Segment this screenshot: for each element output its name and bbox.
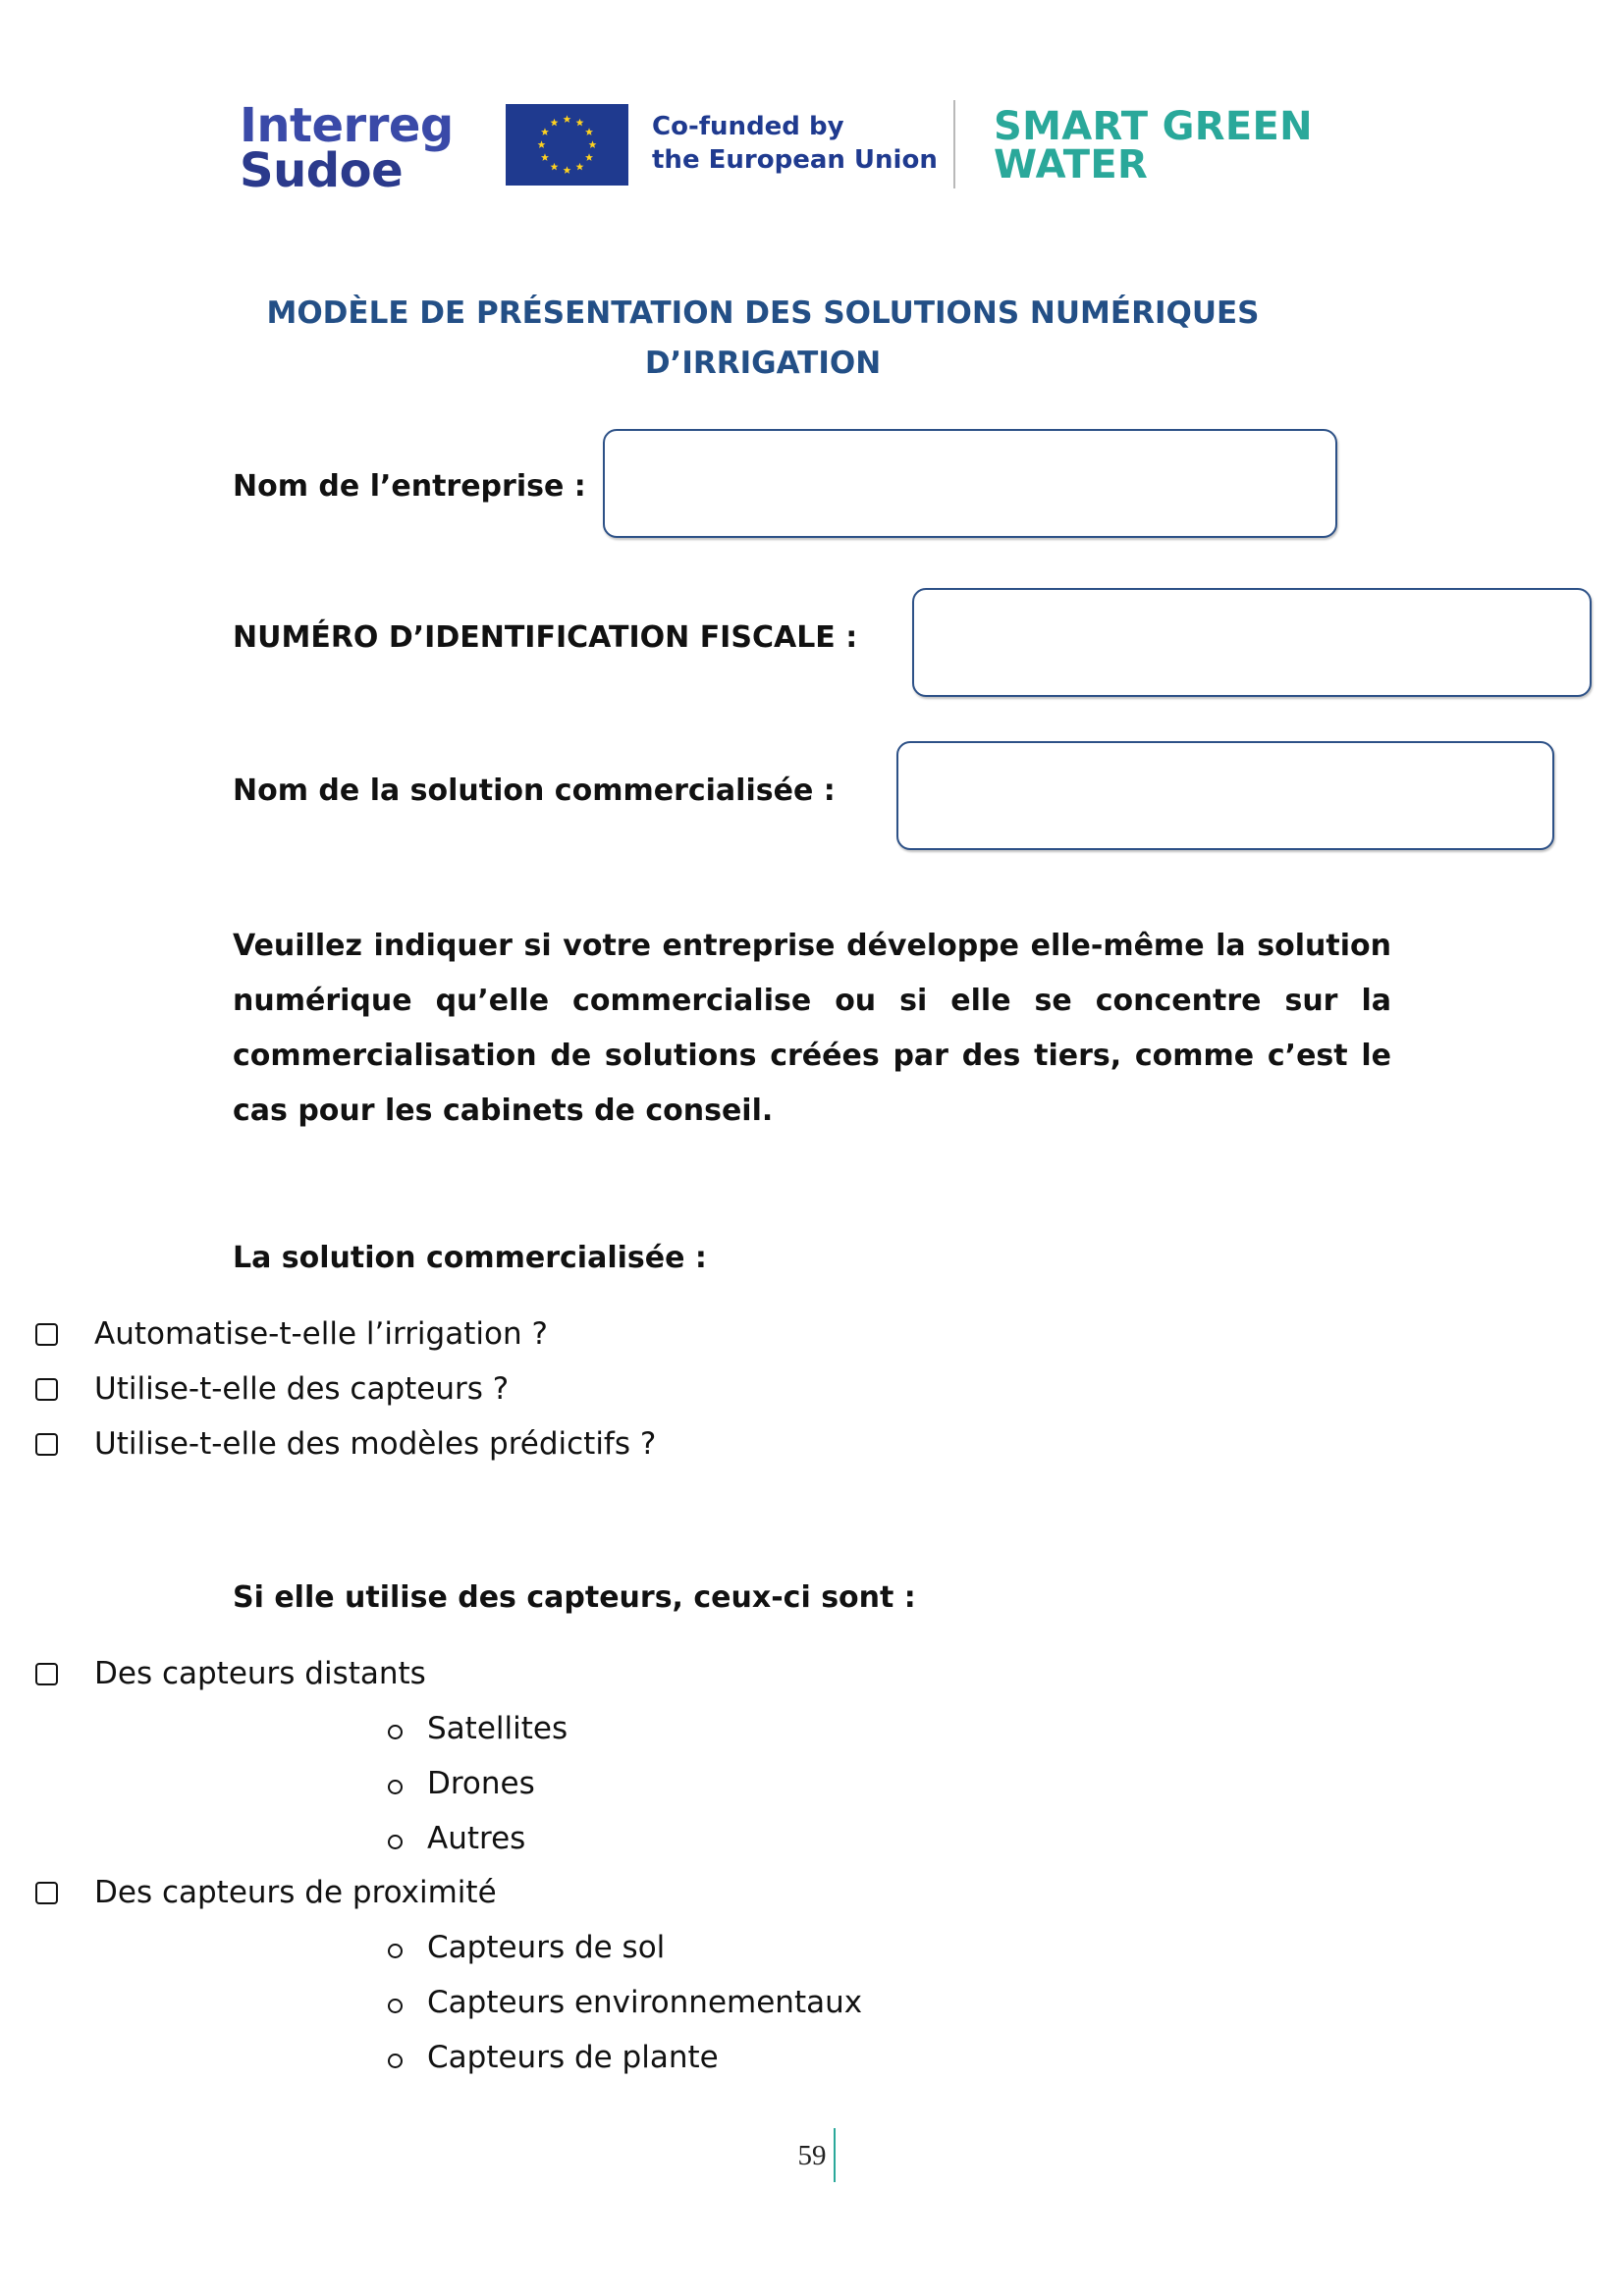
project-name-line1: SMART GREEN — [994, 104, 1313, 149]
interreg-sudoe-logo — [240, 98, 465, 196]
hollow-bullet-icon — [388, 2054, 403, 2068]
solution-name-field[interactable] — [896, 741, 1554, 850]
tax-id-field[interactable] — [912, 588, 1592, 697]
option-label: Utilise-t-elle des capteurs ? — [94, 1371, 510, 1407]
solution-section-heading: La solution commercialisée : — [233, 1241, 707, 1275]
option-label: Des capteurs distants — [94, 1656, 426, 1691]
company-name-field[interactable] — [603, 429, 1337, 538]
sub-item-label: Capteurs de sol — [427, 1930, 666, 1965]
company-name-label: Nom de l’entreprise : — [233, 469, 586, 504]
logo-sudoe-text: Sudoe — [240, 143, 404, 198]
page-number: 59 — [797, 2140, 827, 2171]
hollow-bullet-icon — [388, 1725, 403, 1739]
document-title — [196, 289, 1329, 389]
checkbox-icon[interactable] — [35, 1323, 58, 1346]
header-divider — [953, 100, 955, 188]
sub-item-label: Autres — [427, 1821, 526, 1856]
sensors-section-heading: Si elle utilise des capteurs, ceux-ci sont : — [233, 1580, 916, 1615]
smart-green-water-logo — [994, 104, 1313, 187]
eu-star-icon — [589, 140, 597, 148]
option-automates-irrigation[interactable] — [35, 1314, 548, 1354]
eu-star-icon — [576, 119, 584, 127]
option-label: Automatise-t-elle l’irrigation ? — [94, 1316, 548, 1352]
eu-star-icon — [576, 163, 584, 171]
option-proximity-sensors[interactable] — [35, 1873, 497, 1912]
hollow-bullet-icon — [388, 1999, 403, 2013]
project-name-line2: WATER — [994, 142, 1149, 187]
tax-id-label: NUMÉRO D’IDENTIFICATION FISCALE : — [233, 620, 858, 655]
eu-star-icon — [585, 128, 593, 135]
logo-interreg-text: Interreg — [240, 98, 454, 153]
eu-star-icon — [564, 115, 571, 123]
sub-item-label: Drones — [427, 1766, 535, 1801]
checkbox-icon[interactable] — [35, 1882, 58, 1904]
page-number-rule — [834, 2128, 836, 2182]
checkbox-icon[interactable] — [35, 1378, 58, 1401]
sub-item-satellites — [388, 1709, 568, 1748]
sub-item-soil-sensors — [388, 1928, 665, 1967]
eu-star-icon — [551, 163, 559, 171]
hollow-bullet-icon — [388, 1835, 403, 1849]
title-line2: D’IRRIGATION — [644, 346, 882, 381]
hollow-bullet-icon — [388, 1944, 403, 1958]
sub-item-environmental-sensors — [388, 1983, 862, 2022]
eu-text-line1: Co-funded by — [652, 112, 844, 141]
sub-item-label: Capteurs environnementaux — [427, 1985, 863, 2020]
eu-star-icon — [564, 166, 571, 174]
sub-item-others — [388, 1819, 525, 1858]
eu-cofunded-text — [652, 110, 938, 177]
solution-name-input[interactable] — [898, 743, 1552, 848]
sub-item-label: Capteurs de plante — [427, 2040, 719, 2075]
eu-star-icon — [551, 119, 559, 127]
eu-star-icon — [541, 128, 549, 135]
tax-id-input[interactable] — [914, 590, 1590, 695]
sub-item-plant-sensors — [388, 2038, 719, 2077]
title-line1: MODÈLE DE PRÉSENTATION DES SOLUTIONS NUMÉRIQUES — [266, 295, 1260, 331]
option-label: Des capteurs de proximité — [94, 1875, 497, 1910]
checkbox-icon[interactable] — [35, 1433, 58, 1456]
instructions-paragraph: Veuillez indiquer si votre entreprise développe elle-même la solution numérique qu’elle commercialise ou si elle se concentre sur la commercialisation de solutions créées par des tiers, comme c’est le cas pour les cabinets de conseil. — [233, 929, 1391, 1128]
company-name-input[interactable] — [605, 431, 1335, 536]
eu-flag-icon — [506, 104, 628, 186]
option-label: Utilise-t-elle des modèles prédictifs ? — [94, 1426, 657, 1462]
eu-star-icon — [538, 140, 546, 148]
eu-star-icon — [585, 153, 593, 161]
option-uses-predictive-models[interactable] — [35, 1424, 656, 1464]
checkbox-icon[interactable] — [35, 1663, 58, 1685]
solution-name-label: Nom de la solution commercialisée : — [233, 774, 836, 808]
eu-stars-icon — [506, 104, 628, 186]
sub-item-drones — [388, 1764, 535, 1803]
hollow-bullet-icon — [388, 1780, 403, 1794]
eu-text-line2: the European Union — [652, 145, 938, 175]
option-remote-sensors[interactable] — [35, 1654, 426, 1693]
option-uses-sensors[interactable] — [35, 1369, 509, 1409]
sub-item-label: Satellites — [427, 1711, 568, 1746]
eu-star-icon — [541, 153, 549, 161]
